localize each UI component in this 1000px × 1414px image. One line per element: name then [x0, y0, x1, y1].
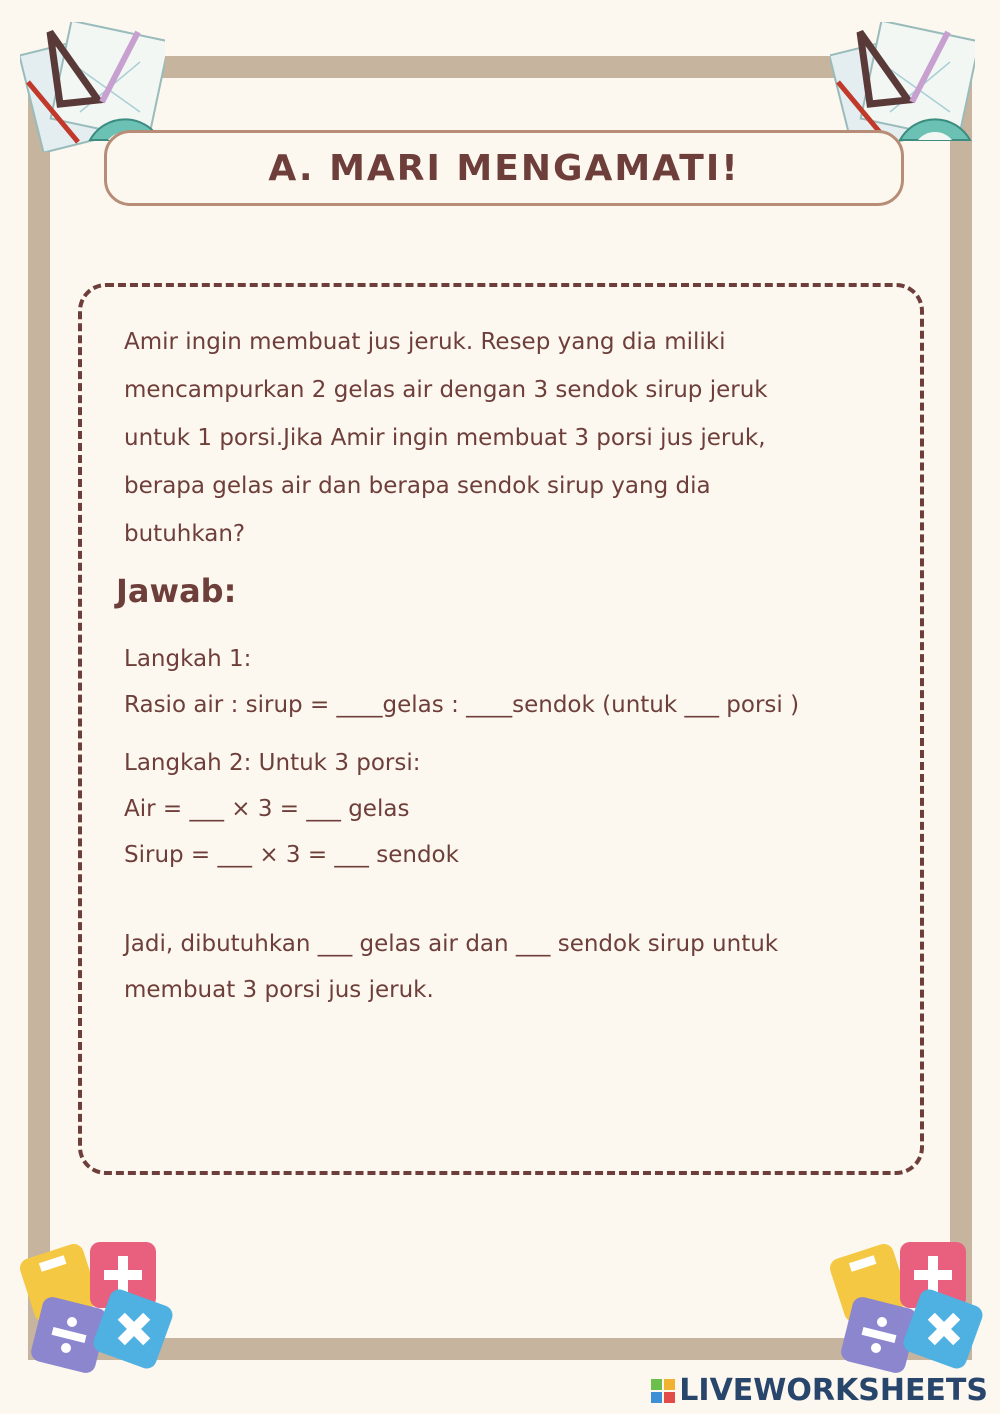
conclusion-line: membuat 3 porsi jus jeruk.: [124, 977, 434, 1003]
step2-title: Langkah 2: Untuk 3 porsi:: [124, 750, 421, 776]
step1-block: [124, 636, 799, 728]
math-operators-icon: [18, 1236, 183, 1381]
step1-title: Langkah 1:: [124, 646, 252, 672]
question-line: mencampurkan 2 gelas air dengan 3 sendok sirup jeruk: [124, 377, 768, 403]
step2-block: [124, 740, 459, 878]
question-text: [124, 318, 768, 558]
answer-label: Jawab:: [116, 572, 237, 610]
step1-ratio-line: Rasio air : sirup = ____gelas : ____sendok (untuk ___ porsi ): [124, 692, 800, 718]
liveworksheets-watermark: [651, 1373, 988, 1408]
page-title: A. MARI MENGAMATI!: [268, 147, 740, 189]
question-line: berapa gelas air dan berapa sendok sirup yang dia: [124, 473, 711, 499]
step2-air-line: Air = ___ × 3 = ___ gelas: [124, 796, 410, 822]
conclusion-line: Jadi, dibutuhkan ___ gelas air dan ___ sendok sirup untuk: [124, 931, 779, 957]
title-banner: [104, 130, 904, 206]
liveworksheets-logo-icon: [651, 1379, 675, 1403]
question-line: butuhkan?: [124, 521, 246, 547]
math-operators-icon: [828, 1236, 993, 1381]
conclusion-block: [124, 921, 778, 1013]
watermark-text: LIVEWORKSHEETS: [679, 1373, 988, 1408]
question-line: untuk 1 porsi.Jika Amir ingin membuat 3 porsi jus jeruk,: [124, 425, 766, 451]
question-line: Amir ingin membuat jus jeruk. Resep yang dia miliki: [124, 329, 726, 355]
step2-sirup-line: Sirup = ___ × 3 = ___ sendok: [124, 842, 459, 868]
